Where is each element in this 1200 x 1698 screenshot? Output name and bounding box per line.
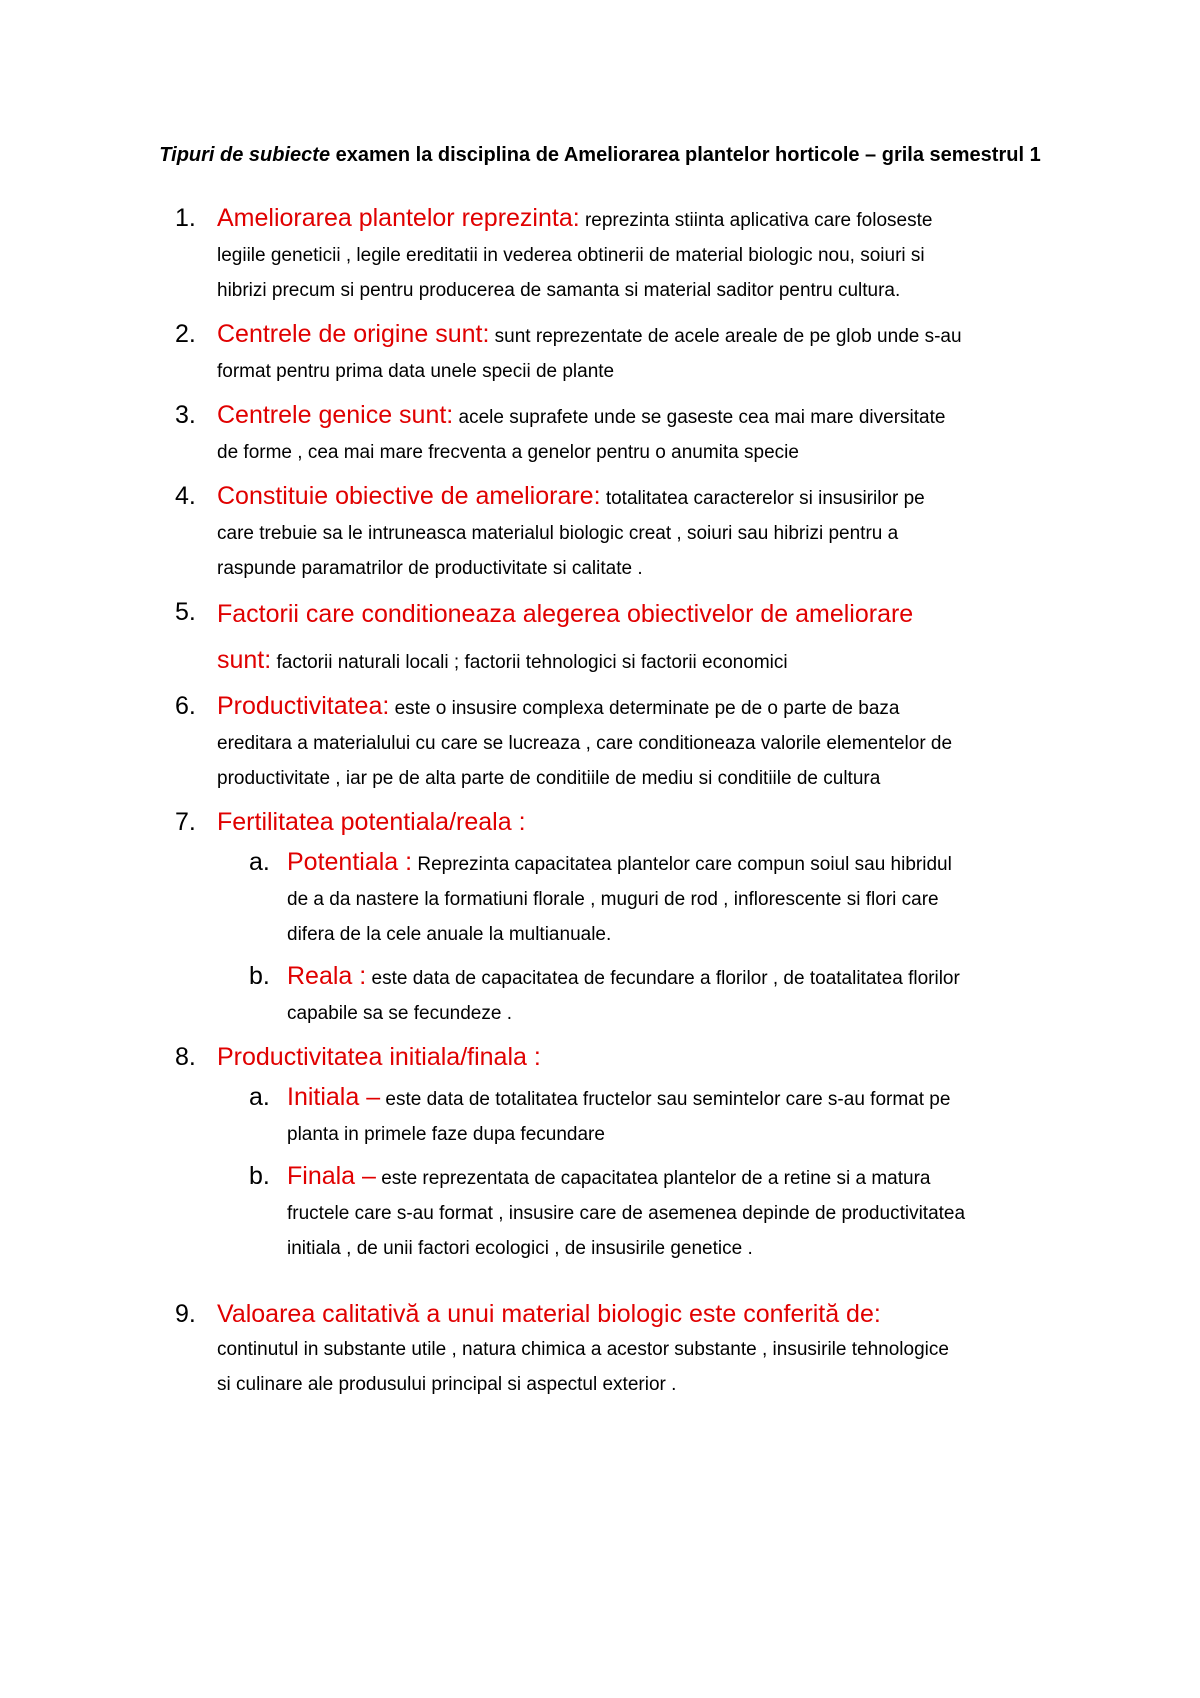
item-question: Productivitatea initiala/finala : — [217, 1043, 541, 1071]
item-number: 6. — [175, 692, 196, 720]
sub-item-letter: b. — [249, 962, 270, 990]
sub-item-answer: este data de totalitatea fructelor sau semintelor care s-au format pe — [380, 1089, 951, 1110]
list-item-3 — [175, 397, 1100, 470]
item-answer: totalitatea caracterelor si insusirilor pe — [600, 488, 925, 509]
item-question: Factorii care conditioneaza alegerea obiectivelor de ameliorare — [217, 600, 914, 628]
sub-item-answer: initiala , de unii factori ecologici , de insusirile genetice . — [287, 1238, 753, 1259]
sub-item-answer: planta in primele faze dupa fecundare — [287, 1124, 605, 1145]
item-question: sunt: — [217, 646, 272, 674]
sub-item-question: Potentiala : — [287, 848, 413, 876]
sub-item-a — [249, 1079, 1100, 1152]
list-item-4 — [175, 478, 1100, 586]
item-answer: hibrizi precum si pentru producerea de samanta si material saditor pentru cultura. — [217, 280, 901, 301]
page-title — [0, 144, 1200, 167]
sub-item-letter: b. — [249, 1162, 270, 1190]
item-answer: ereditara a materialului cu care se lucreaza , care conditioneaza valorile elementelor de — [217, 733, 953, 754]
sub-item-b — [249, 958, 1100, 1031]
sub-item-letter: a. — [249, 848, 270, 876]
item-question: Valoarea calitativă a unui material biologic este conferită de: — [217, 1300, 881, 1328]
item-number: 5. — [175, 598, 196, 626]
item-number: 7. — [175, 808, 196, 836]
item-question: Centrele de origine sunt: — [217, 320, 490, 348]
item-answer: reprezinta stiinta aplicativa care foloseste — [579, 210, 933, 231]
item-answer: acele suprafete unde se gaseste cea mai mare diversitate — [453, 407, 946, 428]
sub-item-letter: a. — [249, 1083, 270, 1111]
item-number: 1. — [175, 204, 196, 232]
item-answer: care trebuie sa le intruneasca materialul biologic creat , soiuri sau hibrizi pentru a — [217, 523, 899, 544]
sub-item-answer: de a da nastere la formatiuni florale , muguri de rod , inflorescente si flori care — [287, 889, 939, 910]
item-number: 2. — [175, 320, 196, 348]
list-item-2 — [175, 316, 1100, 389]
item-answer: este o insusire complexa determinate pe de o parte de baza — [389, 698, 900, 719]
item-answer: productivitate , iar pe de alta parte de conditiile de mediu si conditiile de cultura — [217, 768, 881, 789]
item-answer: format pentru prima data unele specii de plante — [217, 361, 615, 382]
list-item-9 — [175, 1296, 1100, 1402]
item-question: Ameliorarea plantelor reprezinta: — [217, 204, 580, 232]
list-item-6 — [175, 688, 1100, 796]
item-answer: sunt reprezentate de acele areale de pe glob unde s-au — [489, 326, 962, 347]
sub-item-answer: fructele care s-au format , insusire care de asemenea depinde de productivitatea — [287, 1203, 966, 1224]
sub-item-a — [249, 844, 1100, 952]
question-list — [175, 200, 1100, 1410]
sub-item-question: Initiala – — [287, 1083, 381, 1111]
item-question: Constituie obiective de ameliorare: — [217, 482, 601, 510]
sub-item-answer: difera de la cele anuale la multianuale. — [287, 924, 612, 945]
title-italic: Tipuri de subiecte — [159, 144, 331, 166]
item-number: 4. — [175, 482, 196, 510]
list-item-1 — [175, 200, 1100, 308]
list-item-7 — [175, 804, 1100, 1031]
item-number: 3. — [175, 401, 196, 429]
list-item-5 — [175, 594, 1100, 680]
list-item-8 — [175, 1039, 1100, 1266]
item-answer: de forme , cea mai mare frecventa a genelor pentru o anumita specie — [217, 442, 799, 463]
item-number: 8. — [175, 1043, 196, 1071]
sub-item-answer: este data de capacitatea de fecundare a florilor , de toatalitatea florilor — [366, 968, 960, 989]
item-answer: factorii naturali locali ; factorii tehnologici si factorii economici — [271, 652, 788, 673]
item-number: 9. — [175, 1300, 196, 1328]
sub-item-question: Finala – — [287, 1162, 376, 1190]
item-question: Productivitatea: — [217, 692, 390, 720]
title-rest: examen la disciplina de Ameliorarea plantelor horticole – grila semestrul 1 — [330, 144, 1041, 166]
item-answer: continutul in substante utile , natura chimica a acestor substante , insusirile tehnologice — [217, 1339, 949, 1360]
sub-item-b — [249, 1158, 1100, 1266]
item-question: Centrele genice sunt: — [217, 401, 454, 429]
item-answer: raspunde paramatrilor de productivitate si calitate . — [217, 558, 643, 579]
item-answer: si culinare ale produsului principal si aspectul exterior . — [217, 1374, 677, 1395]
item-question: Fertilitatea potentiala/reala : — [217, 808, 526, 836]
sub-item-answer: capabile sa se fecundeze . — [287, 1003, 512, 1024]
sub-item-answer: este reprezentata de capacitatea plantelor de a retine si a matura — [375, 1168, 931, 1189]
sub-item-question: Reala : — [287, 962, 367, 990]
item-answer: legiile geneticii , legile ereditatii in vederea obtinerii de material biologic nou, soiuri si — [217, 245, 925, 266]
sub-item-answer: Reprezinta capacitatea plantelor care compun soiul sau hibridul — [412, 854, 952, 875]
